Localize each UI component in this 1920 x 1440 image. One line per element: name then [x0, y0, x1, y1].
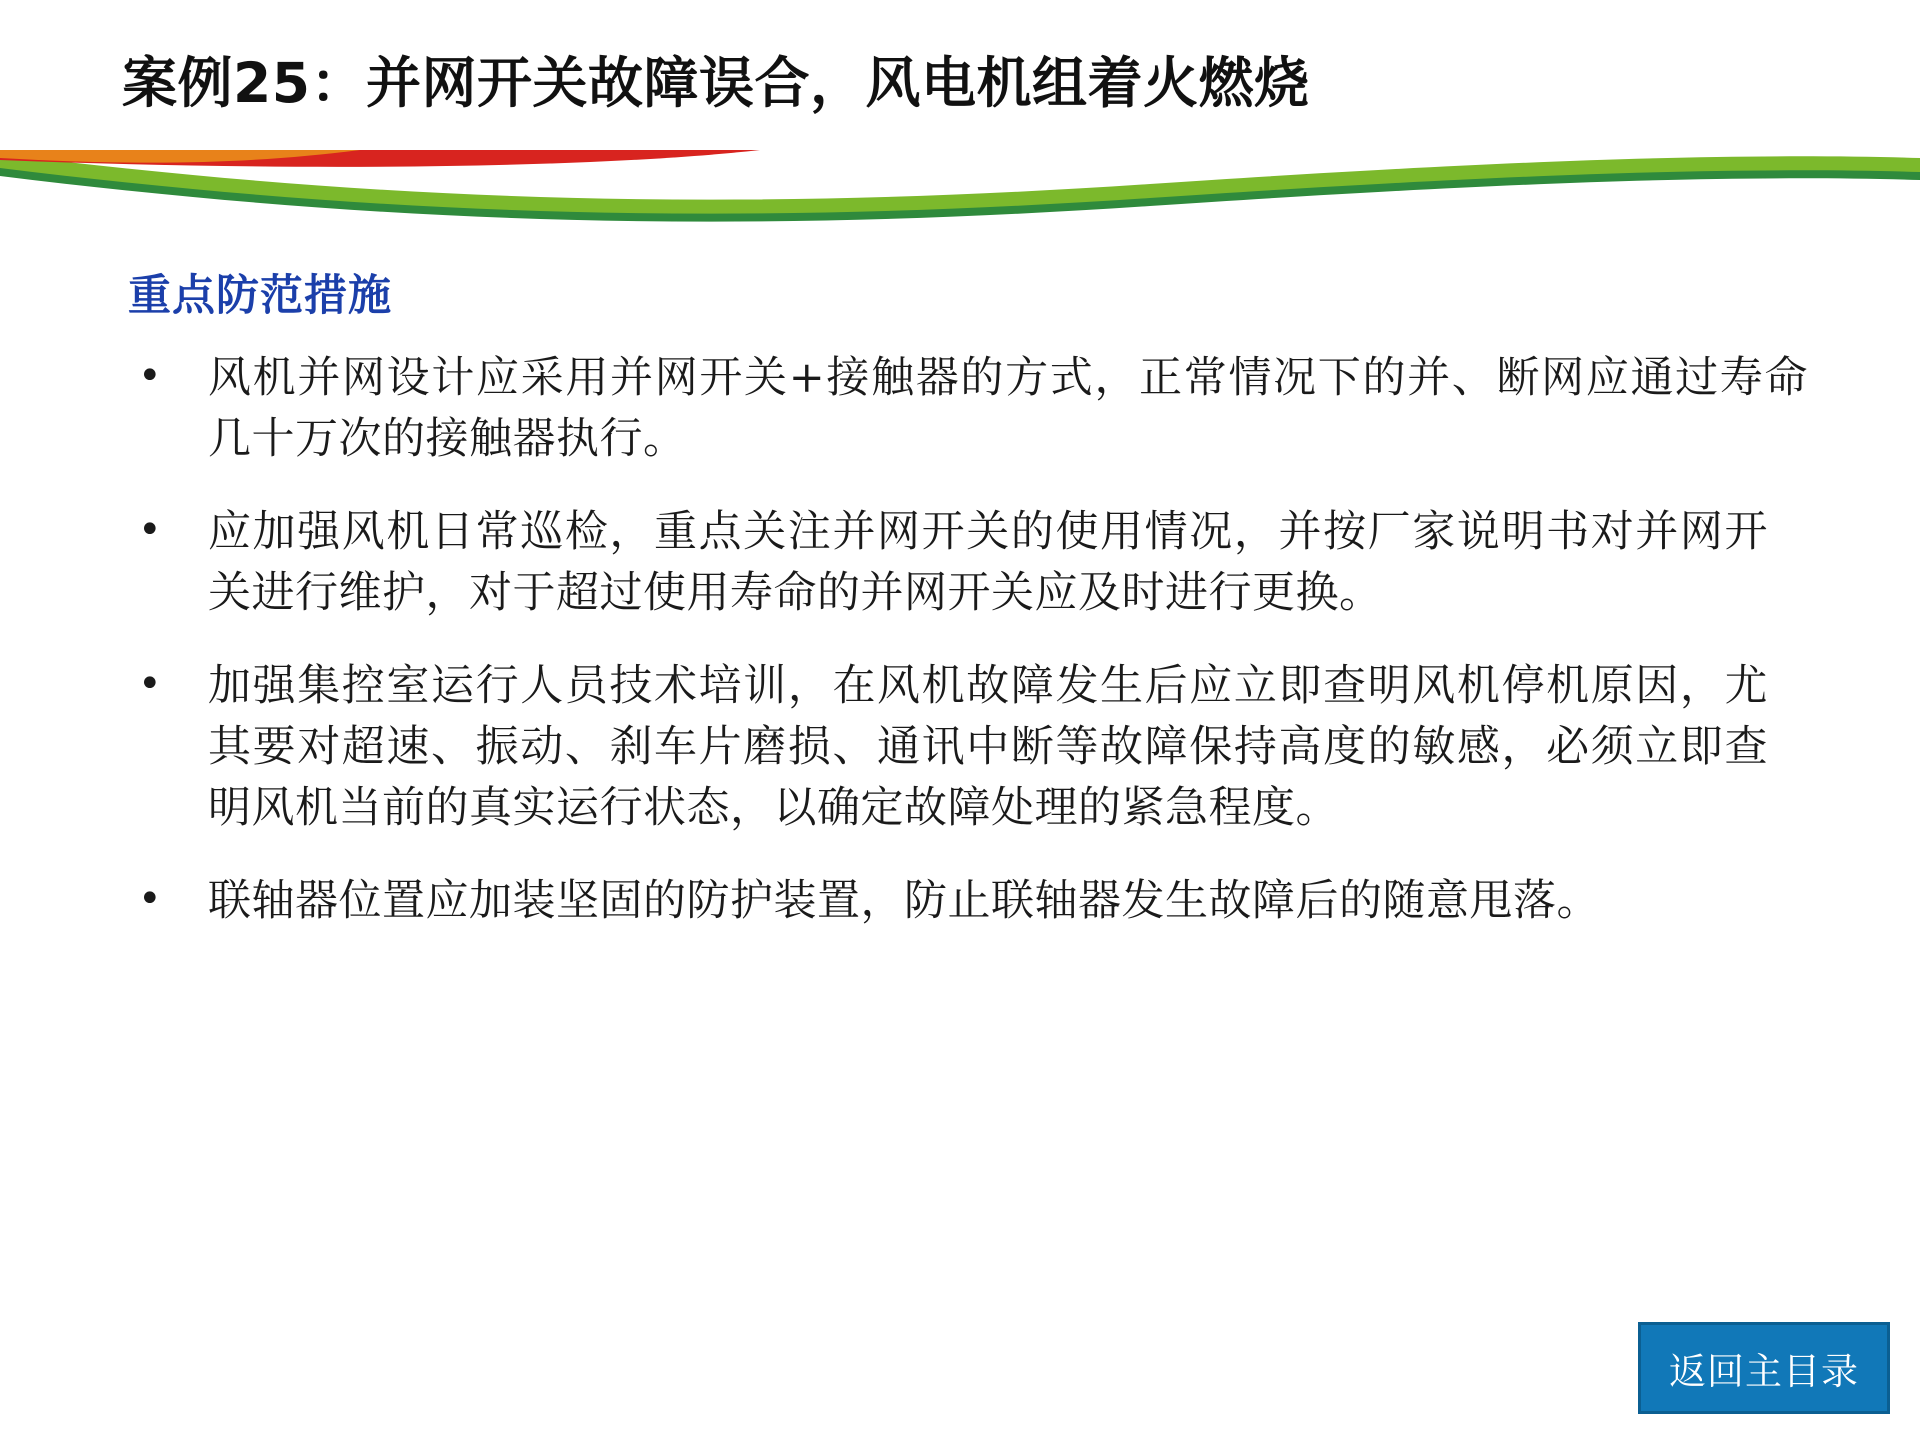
list-item-text: 加强集控室运行人员技术培训，在风机故障发生后应立即查明风机停机原因，尤其要对超速、振动、刹车片磨损、通讯中断等故障保持高度的敏感，必须立即查明风机当前的真实运行状态，以确定故障处理的紧急程度。 [208, 661, 1768, 834]
list-item-text: 联轴器位置应加装坚固的防护装置，防止联轴器发生故障后的随意甩落。 [208, 876, 1600, 927]
list-item-text: 应加强风机日常巡检，重点关注并网开关的使用情况，并按厂家说明书对并网开关进行维护，对于超过使用寿命的并网开关应及时进行更换。 [208, 507, 1768, 619]
bullet-dot-icon: • [138, 661, 162, 708]
bullet-list [128, 348, 1808, 964]
return-to-main-menu-button[interactable]: 返回主目录 [1638, 1322, 1890, 1414]
list-item [128, 348, 1808, 470]
page-title: 案例25：并网开关故障误合，风电机组着火燃烧 [122, 51, 1310, 115]
bullet-dot-icon: • [138, 353, 162, 399]
list-item [128, 656, 1808, 839]
bullet-dot-icon: • [138, 876, 162, 923]
bullet-dot-icon: • [138, 507, 162, 554]
list-item [128, 502, 1808, 624]
decorative-swoosh-band [0, 150, 1920, 230]
list-item [128, 871, 1808, 932]
list-item-text: 风机并网设计应采用并网开关+接触器的方式，正常情况下的并、断网应通过寿命几十万次的接触器执行。 [208, 353, 1808, 465]
section-heading: 重点防范措施 [128, 271, 392, 321]
